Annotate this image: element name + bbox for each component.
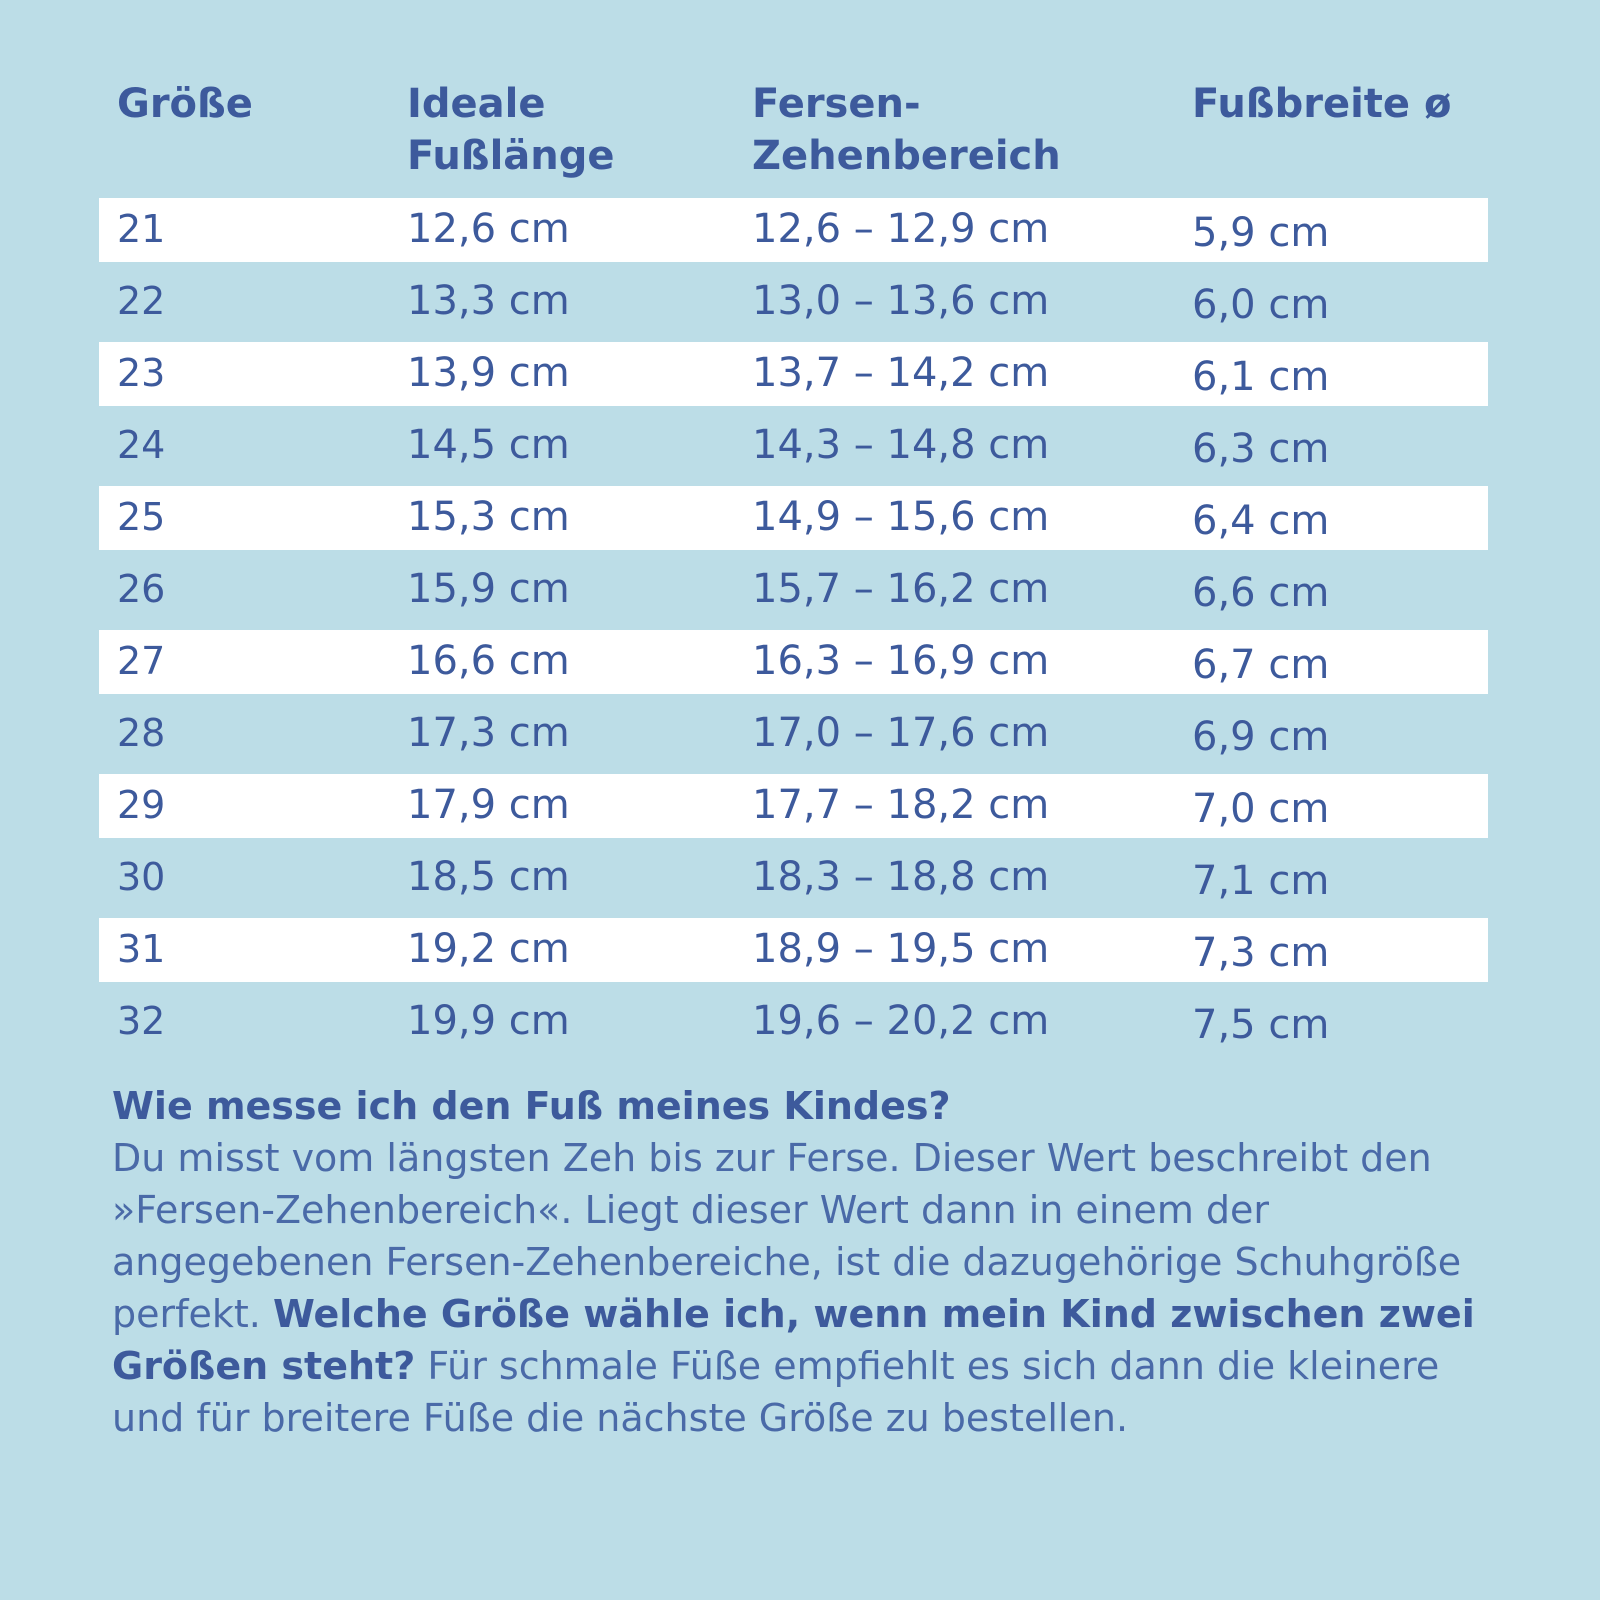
cell-range: 13,0 – 13,6 cm [752, 278, 1050, 324]
cell-size: 24 [117, 423, 166, 467]
cell-length: 13,3 cm [407, 278, 570, 324]
table-row [99, 846, 1488, 918]
table-row [99, 342, 1488, 406]
header-heel-toe-range: Fersen- Zehenbereich [752, 81, 1061, 179]
cell-size: 21 [117, 207, 166, 251]
cell-length: 17,3 cm [407, 710, 570, 756]
table-row [99, 774, 1488, 838]
cell-length: 18,5 cm [407, 854, 570, 900]
header-foot-width: Fußbreite ø [1192, 81, 1452, 127]
cell-range: 18,3 – 18,8 cm [752, 854, 1050, 900]
cell-width: 7,5 cm [1192, 1002, 1330, 1048]
cell-range: 13,7 – 14,2 cm [752, 350, 1050, 396]
table-row [99, 198, 1488, 262]
table-row [99, 990, 1488, 1062]
cell-width: 7,0 cm [1192, 786, 1330, 832]
cell-range: 19,6 – 20,2 cm [752, 998, 1050, 1044]
cell-width: 6,3 cm [1192, 426, 1330, 472]
cell-range: 16,3 – 16,9 cm [752, 638, 1050, 684]
answer-how-to-measure: Du misst vom längsten Zeh bis zur Ferse. Dieser Wert beschreibt den »Fersen-Zehenbereich«. Liegt dieser Wert dann in einem der angegebenen Fersen-Zehenbereiche, ist die dazugehörige Schuhgröße perfekt. [112, 1136, 1462, 1336]
table-row [99, 486, 1488, 550]
table-header [0, 78, 1600, 188]
table-row [99, 918, 1488, 982]
cell-length: 15,3 cm [407, 494, 570, 540]
cell-range: 17,0 – 17,6 cm [752, 710, 1050, 756]
measuring-info [112, 1080, 1512, 1444]
cell-range: 14,3 – 14,8 cm [752, 422, 1050, 468]
cell-size: 30 [117, 855, 166, 899]
cell-range: 18,9 – 19,5 cm [752, 926, 1050, 972]
cell-size: 26 [117, 567, 166, 611]
cell-width: 6,0 cm [1192, 282, 1330, 328]
cell-length: 14,5 cm [407, 422, 570, 468]
cell-length: 17,9 cm [407, 782, 570, 828]
cell-size: 32 [117, 999, 166, 1043]
table-row [99, 558, 1488, 630]
cell-length: 19,9 cm [407, 998, 570, 1044]
cell-size: 25 [117, 495, 166, 539]
answer-between-sizes: Für schmale Füße empfiehlt es sich dann die kleinere und für breitere Füße die nächste Größe zu bestellen. [112, 1344, 1440, 1440]
table-row [99, 630, 1488, 694]
cell-length: 19,2 cm [407, 926, 570, 972]
size-table [99, 198, 1488, 1062]
cell-width: 7,3 cm [1192, 930, 1330, 976]
question-between-sizes: Welche Größe wähle ich, wenn mein Kind zwischen zwei Größen steht? [112, 1292, 1475, 1388]
table-row [99, 702, 1488, 774]
cell-range: 14,9 – 15,6 cm [752, 494, 1050, 540]
cell-length: 13,9 cm [407, 350, 570, 396]
cell-width: 7,1 cm [1192, 858, 1330, 904]
cell-length: 15,9 cm [407, 566, 570, 612]
table-row [99, 414, 1488, 486]
cell-range: 12,6 – 12,9 cm [752, 206, 1050, 252]
cell-size: 22 [117, 279, 166, 323]
question-how-to-measure: Wie messe ich den Fuß meines Kindes? [112, 1084, 951, 1128]
cell-width: 6,1 cm [1192, 354, 1330, 400]
cell-range: 17,7 – 18,2 cm [752, 782, 1050, 828]
cell-length: 12,6 cm [407, 206, 570, 252]
cell-length: 16,6 cm [407, 638, 570, 684]
cell-size: 23 [117, 351, 166, 395]
cell-width: 6,4 cm [1192, 498, 1330, 544]
cell-range: 15,7 – 16,2 cm [752, 566, 1050, 612]
cell-width: 6,7 cm [1192, 642, 1330, 688]
cell-size: 27 [117, 639, 166, 683]
cell-width: 6,6 cm [1192, 570, 1330, 616]
cell-width: 5,9 cm [1192, 210, 1330, 256]
header-size: Größe [117, 81, 253, 127]
cell-size: 28 [117, 711, 166, 755]
cell-size: 29 [117, 783, 166, 827]
table-row [99, 270, 1488, 342]
cell-width: 6,9 cm [1192, 714, 1330, 760]
cell-size: 31 [117, 927, 166, 971]
header-ideal-length: Ideale Fußlänge [407, 81, 615, 179]
